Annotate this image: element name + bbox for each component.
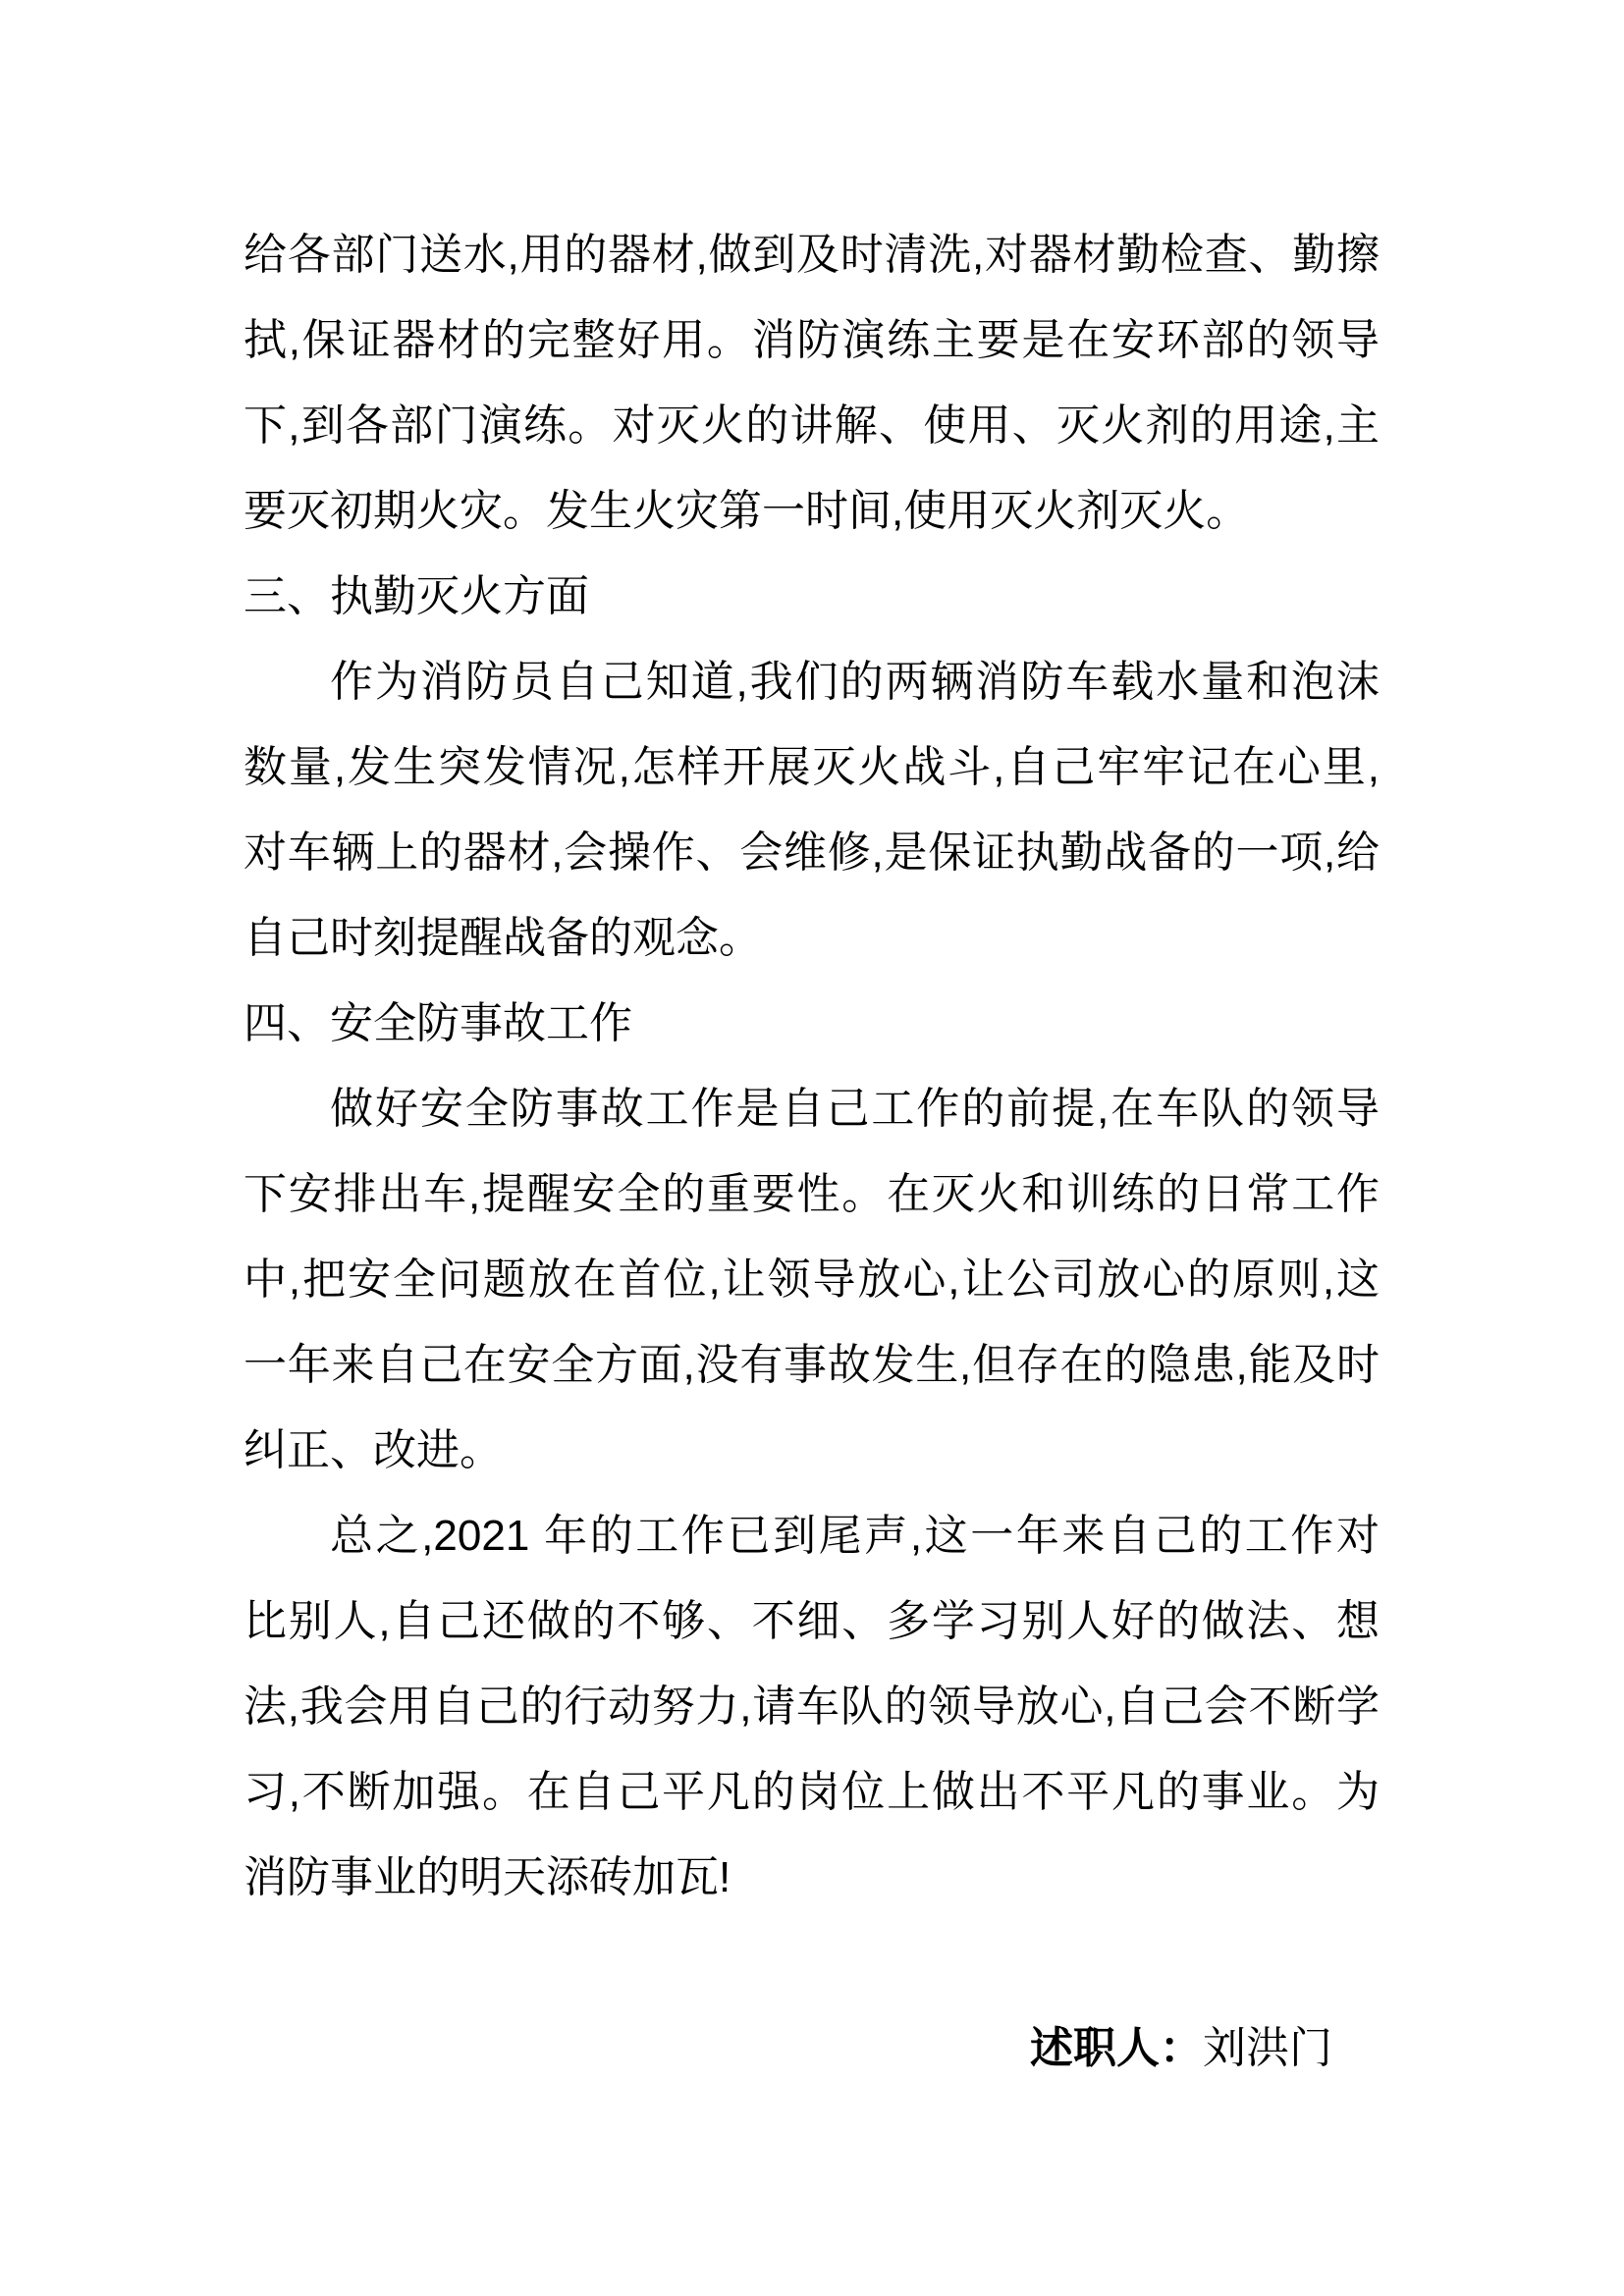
- body-line: 做好安全防事故工作是自己工作的前提,在车队的领导: [330, 1085, 1380, 1133]
- body-line: 中,把安全问题放在首位,让领导放心,让公司放心的原则,这: [244, 1255, 1380, 1304]
- body-line: 习,不断加强。在自己平凡的岗位上做出不平凡的事业。为: [244, 1768, 1380, 1816]
- body-line: 下安排出车,提醒安全的重要性。在灭火和训练的日常工作: [244, 1170, 1380, 1218]
- body-line: 下,到各部门演练。对灭火的讲解、使用、灭火剂的用途,主: [244, 401, 1380, 450]
- body-line: 自己时刻提醒战备的观念。: [244, 914, 762, 962]
- body-line: 要灭初期火灾。发生火灾第一时间,使用灭火剂灭火。: [244, 487, 1250, 535]
- body-line: 给各部门送水,用的器材,做到及时清洗,对器材勤检查、勤擦: [244, 231, 1380, 279]
- body-line: 作为消防员自己知道,我们的两辆消防车载水量和泡沫: [330, 658, 1380, 706]
- signature-label: 述职人：: [1030, 2024, 1203, 2072]
- body-line: 数量,发生突发情况,怎样开展灭火战斗,自己牢牢记在心里,: [244, 743, 1380, 791]
- section-heading: 四、安全防事故工作: [244, 999, 632, 1047]
- body-line: 拭,保证器材的完整好用。消防演练主要是在安环部的领导: [244, 316, 1380, 364]
- body-line: 消防事业的明天添砖加瓦!: [244, 1853, 731, 1901]
- signature-line: [244, 2005, 1380, 2091]
- body-line: 法,我会用自己的行动努力,请车队的领导放心,自己会不断学: [244, 1682, 1380, 1731]
- body-line: 比别人,自己还做的不够、不细、多学习别人好的做法、想: [244, 1597, 1380, 1645]
- body-line: 总之,2021 年的工作已到尾声,这一年来自己的工作对: [330, 1512, 1380, 1560]
- blank-line: [244, 1920, 1380, 2005]
- section-heading: 三、执勤灭火方面: [244, 572, 589, 620]
- body-line: 对车辆上的器材,会操作、会维修,是保证执勤战备的一项,给: [244, 828, 1380, 877]
- body-line: 一年来自己在安全方面,没有事故发生,但存在的隐患,能及时: [244, 1341, 1380, 1389]
- signature-name: 刘洪门: [1203, 2024, 1332, 2072]
- body-line: 纠正、改进。: [244, 1426, 503, 1474]
